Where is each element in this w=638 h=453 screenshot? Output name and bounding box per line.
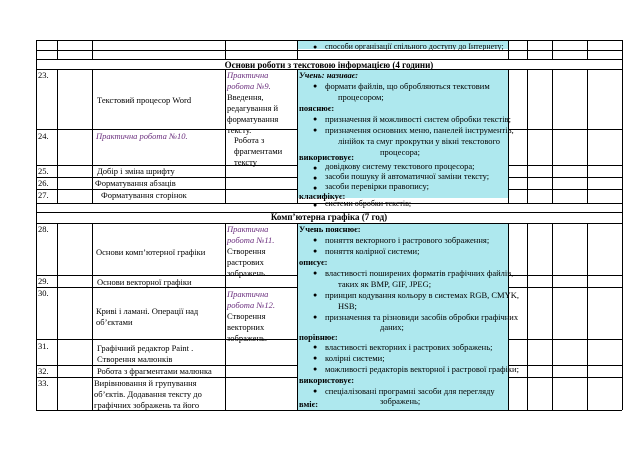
- bullet-icon: ●: [313, 269, 318, 277]
- row-number: 24.: [38, 131, 49, 141]
- practical-line: векторних: [227, 322, 265, 332]
- requirement-item: властивості векторних і растрових зображень;: [325, 342, 493, 352]
- bullet-icon: ●: [313, 387, 318, 395]
- requirement-item: даних;: [380, 322, 404, 332]
- topic-title: Робота з фрагментами малюнка: [97, 366, 212, 376]
- topic-title: Створення малюнків: [97, 354, 173, 364]
- topic-title: об’єктів. Додавання тексту до: [94, 389, 202, 399]
- bullet-icon: ●: [313, 365, 318, 373]
- practical-line: Робота з: [234, 135, 265, 145]
- requirement-heading: порівнює:: [299, 332, 338, 342]
- practical-line: фрагментами: [234, 146, 283, 156]
- requirement-item: HSB;: [338, 301, 357, 311]
- requirement-item: призначення основних меню, панелей інструментів,: [325, 125, 514, 135]
- practical-line: тексту: [234, 157, 258, 167]
- bullet-icon: ●: [313, 201, 318, 209]
- requirement-item: принцип кодування кольору в системах RGB, CMYK,: [325, 290, 520, 300]
- practical-line: Створення: [227, 246, 266, 256]
- topic-title: Графічний редактор Paint .: [97, 343, 194, 353]
- requirement-item: таких як BMP, GIF, JPEG;: [338, 279, 432, 289]
- topic-title: Добір і зміна шрифту: [97, 166, 175, 176]
- topic-title: Практична робота №10.: [96, 131, 188, 141]
- requirement-item: можливості редакторів векторної і растрової графіки;: [325, 364, 519, 374]
- row-number: 23.: [38, 70, 49, 80]
- requirement-item: властивості поширених форматів графічних файлів,: [325, 268, 514, 278]
- practical-line: форматування: [227, 114, 279, 124]
- requirement-heading: описує:: [299, 257, 328, 267]
- topic-title: Основи векторної графіки: [97, 277, 192, 287]
- practical-line: робота №12.: [227, 300, 276, 310]
- row-number: 30.: [38, 288, 49, 298]
- requirement-item: процесором;: [338, 92, 384, 102]
- topic-title: графічних зображень та його: [94, 400, 200, 410]
- bullet-icon: ●: [313, 126, 318, 134]
- topic-title: Форматування абзаців: [95, 178, 176, 188]
- row-number: 25.: [38, 166, 49, 176]
- requirement-item: засоби перевірки правопису;: [325, 181, 429, 191]
- requirement-item: призначення та різновиди засобів обробки графічних: [325, 312, 519, 322]
- requirement-heading: Учень: називає:: [299, 70, 359, 80]
- practical-line: Практична: [227, 224, 269, 234]
- bullet-icon: ●: [313, 354, 318, 362]
- practical-line: Практична: [227, 289, 269, 299]
- practical-line: редагування й: [227, 103, 279, 113]
- practical-line: робота №11.: [227, 235, 275, 245]
- requirement-heading: класифікує:: [299, 191, 346, 201]
- bullet-icon: ●: [313, 82, 318, 90]
- topic-title: Вирівнювання й групування: [94, 378, 197, 388]
- practical-line: зображень.: [227, 333, 267, 343]
- bullet-icon: ●: [313, 184, 318, 192]
- requirement-item: призначення й можливості систем обробки текстів;: [325, 114, 511, 124]
- bullet-icon: ●: [313, 174, 318, 182]
- practical-line: растрових: [227, 257, 264, 267]
- bullet-icon: ●: [313, 115, 318, 123]
- requirement-item: системи обробки текстів;: [325, 199, 412, 208]
- requirement-item: поняття векторного і растрового зображення;: [325, 235, 490, 245]
- bullet-icon: ●: [313, 343, 318, 351]
- requirement-item: зображень;: [380, 396, 421, 406]
- requirement-heading: вміє:: [299, 399, 319, 409]
- bullet-icon: ●: [313, 236, 318, 244]
- requirement-item: лінійок та смуг прокрутки у вікні текстового: [338, 136, 501, 146]
- section-title: Основи роботи з текстовою інформацією (4 години): [224, 60, 434, 70]
- topic-title: Криві і ламані. Операції над: [96, 306, 199, 316]
- practical-line: тексту.: [227, 125, 252, 135]
- bullet-icon: ●: [313, 313, 318, 321]
- practical-line: Створення: [227, 311, 266, 321]
- row-number: 26.: [38, 178, 49, 188]
- practical-line: Введення,: [227, 92, 264, 102]
- requirement-item: способи організації спільного доступу до Інтернету;: [325, 42, 504, 51]
- row-number: 28.: [38, 224, 49, 234]
- bullet-icon: ●: [313, 247, 318, 255]
- requirement-item: спеціалізовані програмні засоби для перегляду: [325, 386, 495, 396]
- practical-line: зображень.: [227, 268, 267, 278]
- bullet-icon: ●: [313, 43, 318, 51]
- requirement-item: формати файлів, що обробляються текстовим: [325, 81, 490, 91]
- bullet-icon: ●: [313, 164, 318, 172]
- topic-title: Основи комп’ютерної графіки: [96, 247, 206, 257]
- requirement-heading: пояснює:: [299, 103, 335, 113]
- section-title: Комп’ютерна графіка (7 год): [270, 212, 388, 222]
- bullet-icon: ●: [313, 291, 318, 299]
- row-number: 31.: [38, 341, 49, 351]
- topic-title: об’єктами: [96, 317, 133, 327]
- row-number: 29.: [38, 276, 49, 286]
- topic-title: Текстовий процесор Word: [97, 95, 192, 105]
- requirement-item: засоби пошуку й автоматичної заміни тексту;: [325, 171, 490, 181]
- requirement-item: процесора;: [380, 147, 420, 157]
- practical-line: Практична: [227, 70, 269, 80]
- requirement-heading: використовує:: [299, 375, 355, 385]
- requirement-item: поняття колірної системи;: [325, 246, 420, 256]
- requirement-heading: використовує:: [299, 152, 355, 162]
- requirement-item: довідкову систему текстового процесора;: [325, 161, 475, 171]
- practical-line: робота №9.: [227, 81, 271, 91]
- row-number: 27.: [38, 190, 49, 200]
- requirement-heading: Учень пояснює:: [299, 224, 361, 234]
- row-number: 32.: [38, 366, 49, 376]
- requirement-item: колірні системи;: [325, 353, 385, 363]
- row-number: 33.: [38, 378, 49, 388]
- topic-title: Форматування сторінок: [101, 190, 187, 200]
